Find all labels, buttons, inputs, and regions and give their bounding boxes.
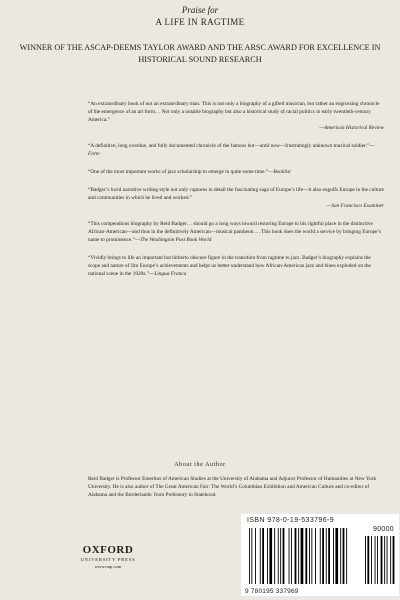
award-statement: WINNER OF THE ASCAP-DEEMS TAYLOR AWARD AND THE ARSC AWARD FOR EXCELLENCE IN HISTORICAL SOUND RESEARCH bbox=[19, 43, 381, 64]
quote-washington-post bbox=[88, 220, 384, 244]
quote-text: “This compendious biography by Reid Badger… should go a long ways toward restoring Europe to his rightful place in the distinctive African-American—and thus in the definitively American—musical pantheon…. This book does the world a service by bringing Europe’s name to prominence.”— bbox=[88, 221, 382, 243]
quote-text: “One of the most important works of jazz scholarship to emerge in quite some time.”— bbox=[88, 169, 274, 175]
review-quotes bbox=[88, 100, 384, 288]
quote-text: “Vividly brings to life an important but hitherto obscure figure in the transition from ragtime to jazz. Badger’s biography explains the scope and nature of Jim Europe’s achievements and helps us better understand how African-American jazz and blues exploded on the national scene in the 1920s.”— bbox=[88, 255, 371, 277]
isbn-label: ISBN 978-0-19-533796-9 bbox=[247, 517, 335, 524]
praise-for-label: Praise for bbox=[181, 5, 219, 15]
quote-text: “An extraordinary book of not an extraordinary man. This is not only a biography of a gifted musician, but rather an engrossing chronicle of the emergence of an art form… Not only a notable biography but also a historical study of racial politics in early twentieth-century America.” bbox=[88, 101, 380, 123]
publisher-url: www.oup.com bbox=[94, 564, 122, 569]
quote-forte bbox=[88, 142, 384, 158]
quote-american-historical-review bbox=[88, 100, 384, 132]
about-author-body: Reid Badger is Professor Emeritus of American Studies at the University of Alabama and Adjunct Professor of Humanities at New York University. He is also author of The Great American Fair: The World’s Columbian Exhibition and American Culture and co-editor of Alabama and the Borderlands: from Prehistory to Statehood. bbox=[88, 476, 377, 498]
quote-attribution: Booklist bbox=[273, 169, 291, 175]
quote-attribution: —American Historical Review bbox=[319, 125, 384, 131]
book-title: A LIFE IN RAGTIME bbox=[155, 17, 245, 27]
quote-text: “A definitive, long overdue, and fully documented chronicle of the famous but—until now—frustratingly unknown musical soldier.”— bbox=[88, 143, 375, 149]
quote-attribution: The Washington Post Book World bbox=[140, 237, 212, 243]
publisher-name: OXFORD bbox=[82, 544, 134, 556]
barcode-digits: 9 780195 337969 bbox=[245, 588, 299, 595]
price-code: 90000 bbox=[373, 526, 394, 533]
quote-booklist bbox=[88, 168, 384, 176]
quote-text: “Badger’s lucid narrative writing style not only captures in detail the fascinating saga of Europe’s life—it also engulfs Europe in the culture and communities in which he lived and worked.” bbox=[88, 187, 384, 201]
quote-lingua-franca bbox=[88, 254, 384, 278]
quote-san-francisco-examiner bbox=[88, 186, 384, 210]
quote-attribution: Lingua Franca bbox=[154, 271, 187, 277]
quote-attribution: Forte bbox=[88, 151, 100, 157]
quote-attribution: —San Francisco Examiner bbox=[326, 203, 384, 209]
publisher-subtitle: UNIVERSITY PRESS bbox=[80, 557, 136, 562]
about-author-heading: About the Author bbox=[174, 462, 226, 468]
oxford-logo bbox=[78, 545, 138, 569]
barcode-panel bbox=[241, 514, 399, 596]
praise-header bbox=[0, 4, 400, 28]
